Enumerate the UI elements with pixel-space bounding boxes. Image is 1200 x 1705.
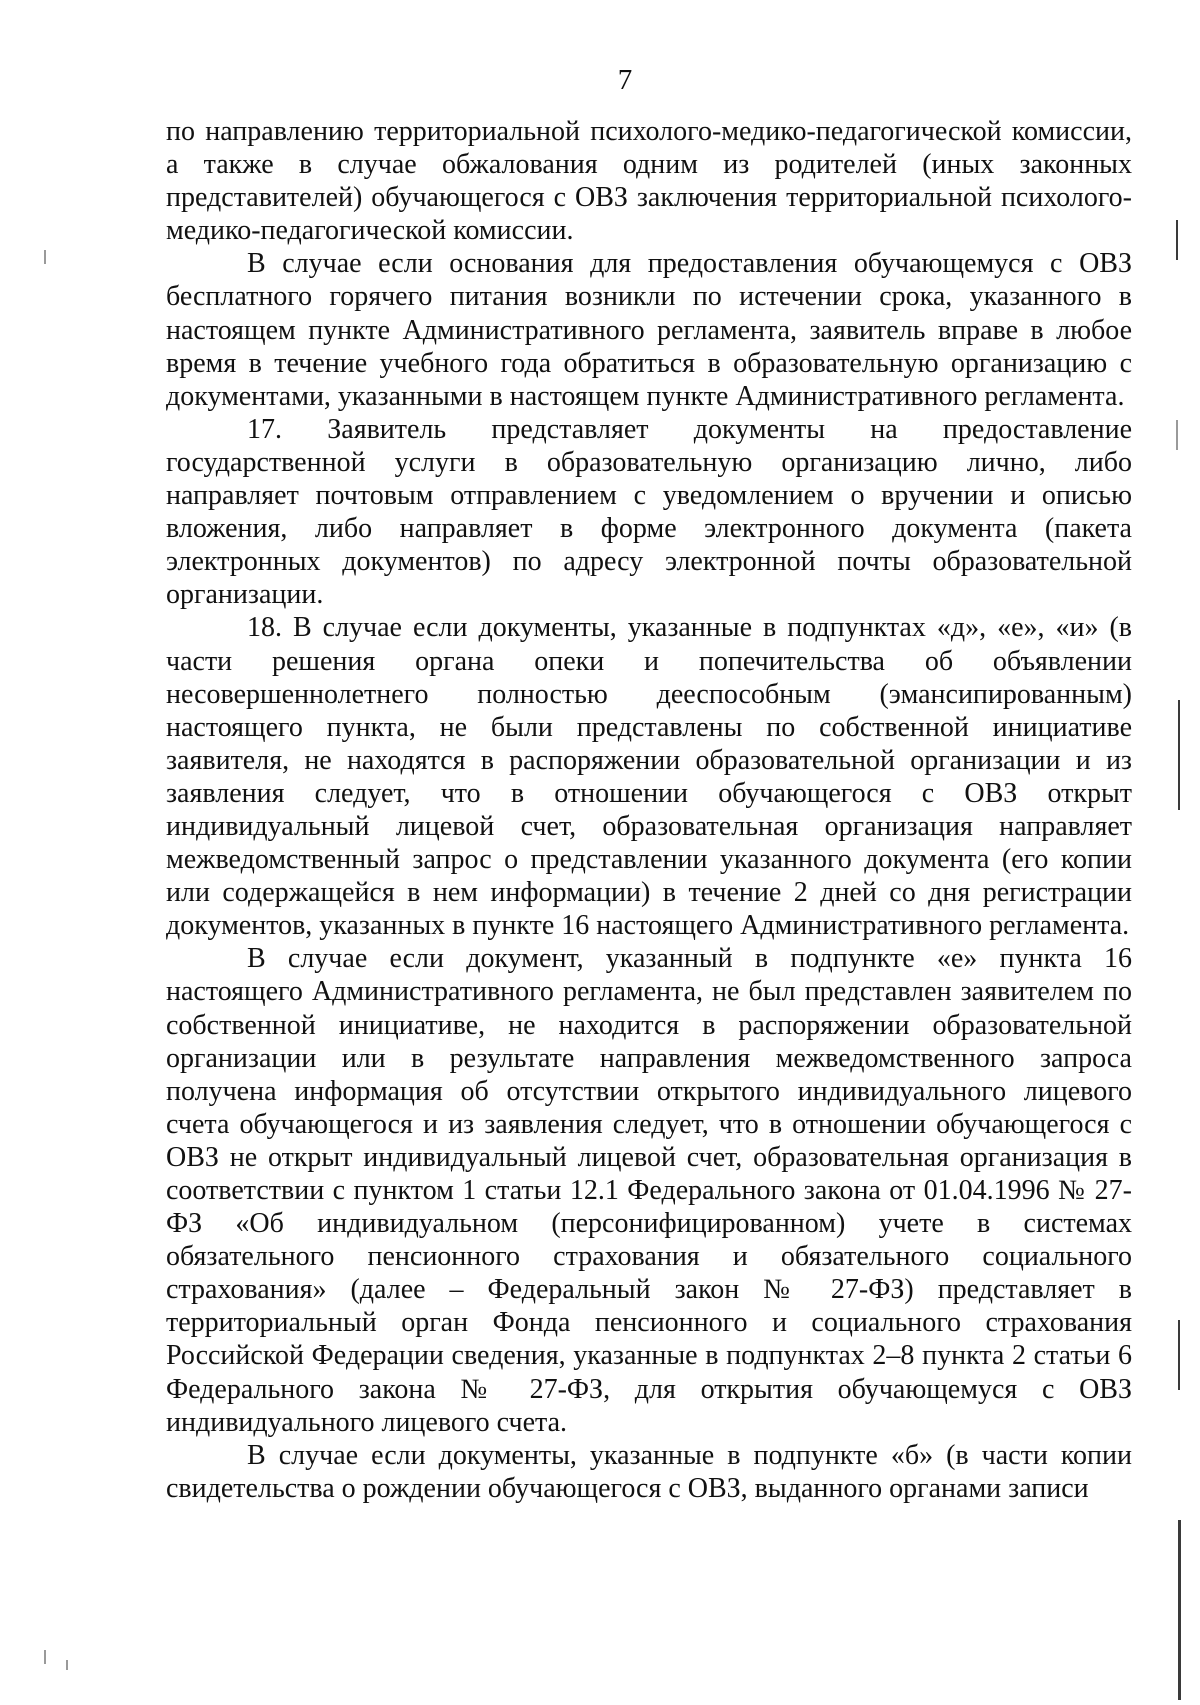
scan-artifact-mark <box>1178 1520 1181 1700</box>
scan-artifact-mark <box>66 1660 68 1670</box>
paragraph: В случае если документы, указанные в подпункте «б» (в части копии свидетельства о рождении обучающегося с ОВЗ, выданного органами записи <box>166 1439 1132 1504</box>
paragraph-continuation: по направлению территориальной психолого-медико-педагогической комиссии, а также в случае обжалования одним из родителей (иных законных представителей) обучающегося с ОВЗ заключения территориальной психолого-медико-педагогической комиссии. <box>166 116 1132 247</box>
scan-artifact-mark <box>1178 1320 1180 1390</box>
scan-artifact-mark <box>1178 700 1180 810</box>
paragraph-item-17: 17. Заявитель представляет документы на предоставление государственной услуги в образовательную организацию лично, либо направляет почтовым отправлением с уведомлением о вручении и описью вложения, либо направляет в форме электронного документа (пакета электронных документов) по адресу электронной почты образовательной организации. <box>166 413 1132 611</box>
document-body <box>166 115 1132 1505</box>
scan-artifact-mark <box>1176 420 1178 450</box>
paragraph-item-18: 18. В случае если документы, указанные в подпунктах «д», «е», «и» (в части решения органа опеки и попечительства об объявлении несовершеннолетнего полностью дееспособным (эмансипированным) настоящего пункта, не были представлены по собственной инициативе заявителя, не находятся в распоряжении образовательной организации и из заявления следует, что в отношении обучающегося с ОВЗ открыт индивидуальный лицевой счет, образовательная организация направляет межведомственный запрос о представлении указанного документа (его копии или содержащейся в нем информации) в течение 2 дней со дня регистрации документов, указанных в пункте 16 настоящего Административного регламента. <box>166 612 1132 942</box>
scan-artifact-mark <box>1176 220 1178 260</box>
paragraph: В случае если документ, указанный в подпункте «е» пункта 16 настоящего Административного регламента, не был представлен заявителем по собственной инициативе, не находится в распоряжении образовательной организации или в результате направления межведомственного запроса получена информация об отсутствии открытого индивидуального лицевого счета обучающегося и из заявления следует, что в отношении обучающегося с ОВЗ не открыт индивидуальный лицевой счет, образовательная организация в соответствии с пунктом 1 статьи 12.1 Федерального закона от 01.04.1996 № 27-ФЗ «Об индивидуальном (персонифицированном) учете в системах обязательного пенсионного страхования и обязательного социального страхования» (далее – Федеральный закон № 27-ФЗ) представляет в территориальный орган Фонда пенсионного и социального страхования Российской Федерации сведения, указанные в подпунктах 2–8 пункта 2 статьи 6 Федерального закона № 27-ФЗ, для открытия обучающемуся с ОВЗ индивидуального лицевого счета. <box>166 943 1132 1438</box>
scan-artifact-mark <box>44 1650 46 1664</box>
page-number: 7 <box>617 64 633 96</box>
scan-artifact-mark <box>44 250 46 264</box>
paragraph: В случае если основания для предоставления обучающемуся с ОВЗ бесплатного горячего питания возникли по истечении срока, указанного в настоящем пункте Административного регламента, заявитель вправе в любое время в течение учебного года обратиться в образовательную организацию с документами, указанными в настоящем пункте Административного регламента. <box>166 248 1132 412</box>
